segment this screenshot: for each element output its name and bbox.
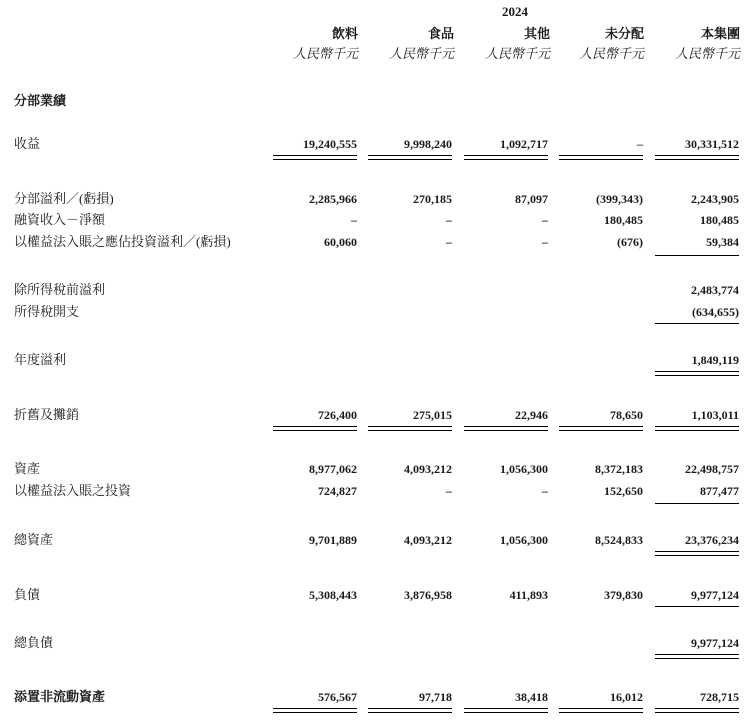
column-header-beverage [270,24,358,64]
column-title: 未分配 [604,26,644,41]
row-label-equity-investments: 以權益法入賬之投資 [14,483,132,498]
cell-capex-food: 97,718 [419,690,452,704]
cell-liabilities-unallocated: 379,830 [604,588,643,602]
single-rule [655,323,739,324]
column-title: 其他 [523,26,550,41]
column-unit: 人民幣千元 [578,46,644,61]
cell-segment-profit-group: 2,243,905 [691,192,739,206]
cell-total-liabilities-group: 9,977,124 [691,636,739,650]
column-unit: 人民幣千元 [292,46,358,61]
cell-segment-profit-beverage: 2,285,966 [309,192,357,206]
cell-total-assets-food: 4,093,212 [404,533,452,547]
cell-assets-group: 22,498,757 [685,462,739,476]
double-rule [559,155,643,160]
cell-annual-profit-group: 1,849,119 [691,353,739,367]
column-header-unallocated [556,24,644,64]
cell-equity-investments-beverage: 724,827 [318,484,357,498]
column-header-group [652,24,740,64]
cell-assets-others: 1,056,300 [500,462,548,476]
cell-segment-profit-unallocated: (399,343) [596,192,643,206]
row-label-revenue: 收益 [14,136,41,151]
cell-equity-investments-group: 877,477 [700,484,739,498]
row-label-equity-share: 以權益法入賬之應佔投資溢利／(虧損) [14,234,231,249]
cell-total-assets-others: 1,056,300 [500,533,548,547]
cell-revenue-beverage: 19,240,555 [303,137,357,151]
cell-pretax-profit-group: 2,483,774 [691,283,739,297]
double-rule [273,426,357,431]
column-unit: 人民幣千元 [484,46,550,61]
cell-liabilities-beverage: 5,308,443 [309,588,357,602]
cell-total-assets-group: 23,376,234 [685,533,739,547]
double-rule [368,155,452,160]
cell-assets-food: 4,093,212 [404,462,452,476]
row-label-segment-profit: 分部溢利／(虧損) [14,191,114,206]
column-header-food [366,24,454,64]
single-rule [655,255,739,256]
cell-equity-share-food: – [446,235,452,249]
cell-capex-group: 728,715 [700,690,739,704]
row-label-income-tax: 所得稅開支 [14,304,80,319]
cell-finance-income-unallocated: 180,485 [604,213,643,227]
double-rule [655,654,739,659]
cell-equity-share-group: 59,384 [706,235,739,249]
cell-total-assets-unallocated: 8,524,833 [595,533,643,547]
double-rule [273,155,357,160]
cell-liabilities-others: 411,893 [509,588,548,602]
row-label-annual-profit: 年度溢利 [14,352,67,367]
cell-assets-unallocated: 8,372,183 [595,462,643,476]
double-rule [464,426,548,431]
cell-assets-beverage: 8,977,062 [309,462,357,476]
row-label-depreciation: 折舊及攤銷 [14,407,80,422]
cell-equity-investments-unallocated: 152,650 [604,484,643,498]
cell-finance-income-others: – [542,213,548,227]
double-rule [368,426,452,431]
cell-segment-profit-others: 87,097 [515,192,548,206]
double-rule [655,708,739,713]
column-title: 食品 [427,26,454,41]
double-rule [559,708,643,713]
cell-capex-others: 38,418 [515,690,548,704]
row-label-finance-income: 融資收入－淨額 [14,212,106,227]
column-unit: 人民幣千元 [388,46,454,61]
double-rule [655,551,739,556]
cell-revenue-unallocated: – [637,137,643,151]
cell-finance-income-group: 180,485 [700,213,739,227]
cell-depreciation-others: 22,946 [515,408,548,422]
cell-equity-share-unallocated: (676) [617,235,643,249]
row-label-assets: 資產 [14,461,41,476]
cell-capex-unallocated: 16,012 [610,690,643,704]
cell-equity-share-others: – [542,235,548,249]
double-rule [559,426,643,431]
double-rule [368,708,452,713]
column-header-others [462,24,550,64]
double-rule [655,371,739,376]
cell-capex-beverage: 576,567 [318,690,357,704]
cell-revenue-food: 9,998,240 [404,137,452,151]
row-label-pretax-profit: 除所得稅前溢利 [14,282,106,297]
cell-depreciation-beverage: 726,400 [318,408,357,422]
column-title: 飲料 [331,26,358,41]
cell-equity-investments-others: – [542,484,548,498]
double-rule [655,155,739,160]
cell-depreciation-unallocated: 78,650 [610,408,643,422]
cell-revenue-others: 1,092,717 [500,137,548,151]
column-unit: 人民幣千元 [674,46,740,61]
cell-income-tax-group: (634,655) [692,305,739,319]
cell-equity-investments-food: – [446,484,452,498]
section-title: 分部業績 [14,93,67,108]
cell-segment-profit-food: 270,185 [413,192,452,206]
double-rule [655,426,739,431]
cell-finance-income-food: – [446,213,452,227]
cell-depreciation-group: 1,103,011 [691,408,739,422]
cell-total-assets-beverage: 9,701,889 [309,533,357,547]
row-label-total-liabilities: 總負債 [14,635,54,650]
row-label-capex: 添置非流動資產 [14,689,106,704]
column-title: 本集團 [700,26,740,41]
year-header: 2024 [502,4,528,19]
cell-liabilities-food: 3,876,958 [404,588,452,602]
cell-revenue-group: 30,331,512 [685,137,739,151]
double-rule [464,155,548,160]
cell-liabilities-group: 9,977,124 [691,588,739,602]
row-label-total-assets: 總資產 [14,532,54,547]
cell-depreciation-food: 275,015 [413,408,452,422]
single-rule [655,503,739,504]
cell-equity-share-beverage: 60,060 [324,235,357,249]
single-rule [655,606,739,607]
double-rule [464,708,548,713]
cell-finance-income-beverage: – [351,213,357,227]
row-label-liabilities: 負債 [14,587,41,602]
double-rule [273,708,357,713]
